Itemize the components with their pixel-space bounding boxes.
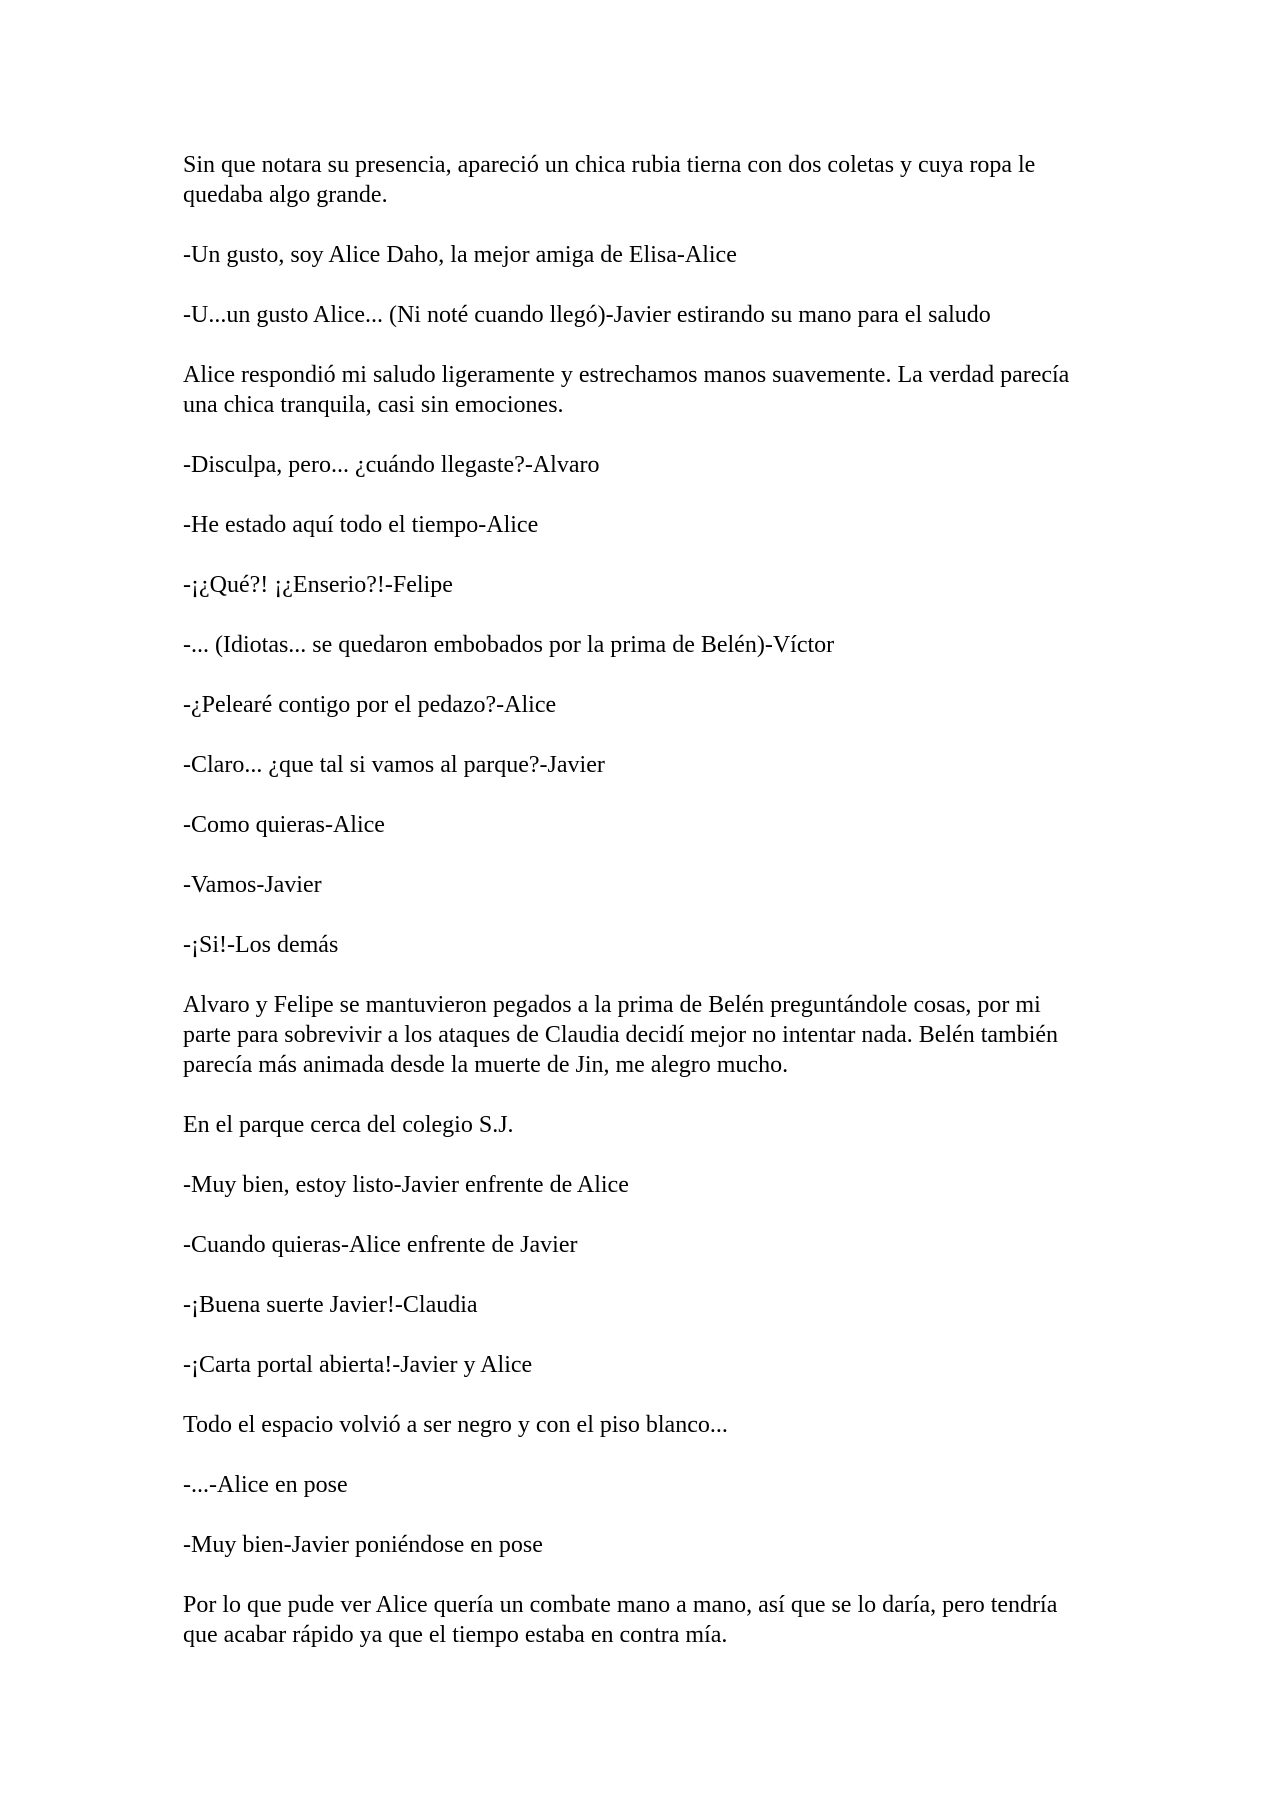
dialogue-line: -... (Idiotas... se quedaron embobados por la prima de Belén)-Víctor [183, 632, 835, 658]
dialogue-line: -Un gusto, soy Alice Daho, la mejor amiga de Elisa-Alice [183, 242, 737, 268]
paragraph: Por lo que pude ver Alice quería un combate mano a mano, así que se lo daría, pero tendría que acabar rápido ya que el tiempo estaba en contra mía. [183, 1592, 1058, 1648]
dialogue-line: -He estado aquí todo el tiempo-Alice [183, 512, 539, 538]
paragraph: En el parque cerca del colegio S.J. [183, 1112, 514, 1138]
paragraph: Todo el espacio volvió a ser negro y con el piso blanco... [183, 1412, 728, 1438]
dialogue-line: -...-Alice en pose [183, 1472, 348, 1498]
paragraph: Alice respondió mi saludo ligeramente y estrechamos manos suavemente. La verdad parecía una chica tranquila, casi sin emociones. [183, 362, 1070, 418]
document-body [183, 150, 1083, 1680]
paragraph: Alvaro y Felipe se mantuvieron pegados a la prima de Belén preguntándole cosas, por mi parte para sobrevivir a los ataques de Claudia decidí mejor no intentar nada. Belén también parecía más animada desde la muerte de Jin, me alegro mucho. [183, 992, 1059, 1078]
dialogue-line: -Muy bien, estoy listo-Javier enfrente de Alice [183, 1172, 629, 1198]
dialogue-line: -Disculpa, pero... ¿cuándo llegaste?-Alvaro [183, 452, 600, 478]
dialogue-line: -¡Buena suerte Javier!-Claudia [183, 1292, 478, 1318]
dialogue-line: -¡¿Qué?! ¡¿Enserio?!-Felipe [183, 572, 453, 598]
dialogue-line: -¡Si!-Los demás [183, 932, 339, 958]
dialogue-line: -Cuando quieras-Alice enfrente de Javier [183, 1232, 578, 1258]
dialogue-line: -Claro... ¿que tal si vamos al parque?-Javier [183, 752, 605, 778]
dialogue-line: -Vamos-Javier [183, 872, 322, 898]
dialogue-line: -¡Carta portal abierta!-Javier y Alice [183, 1352, 533, 1378]
dialogue-line: -Muy bien-Javier poniéndose en pose [183, 1532, 543, 1558]
paragraph: Sin que notara su presencia, apareció un chica rubia tierna con dos coletas y cuya ropa le quedaba algo grande. [183, 152, 1036, 208]
dialogue-line: -Como quieras-Alice [183, 812, 385, 838]
dialogue-line: -U...un gusto Alice... (Ni noté cuando llegó)-Javier estirando su mano para el saludo [183, 302, 991, 328]
dialogue-line: -¿Pelearé contigo por el pedazo?-Alice [183, 692, 557, 718]
